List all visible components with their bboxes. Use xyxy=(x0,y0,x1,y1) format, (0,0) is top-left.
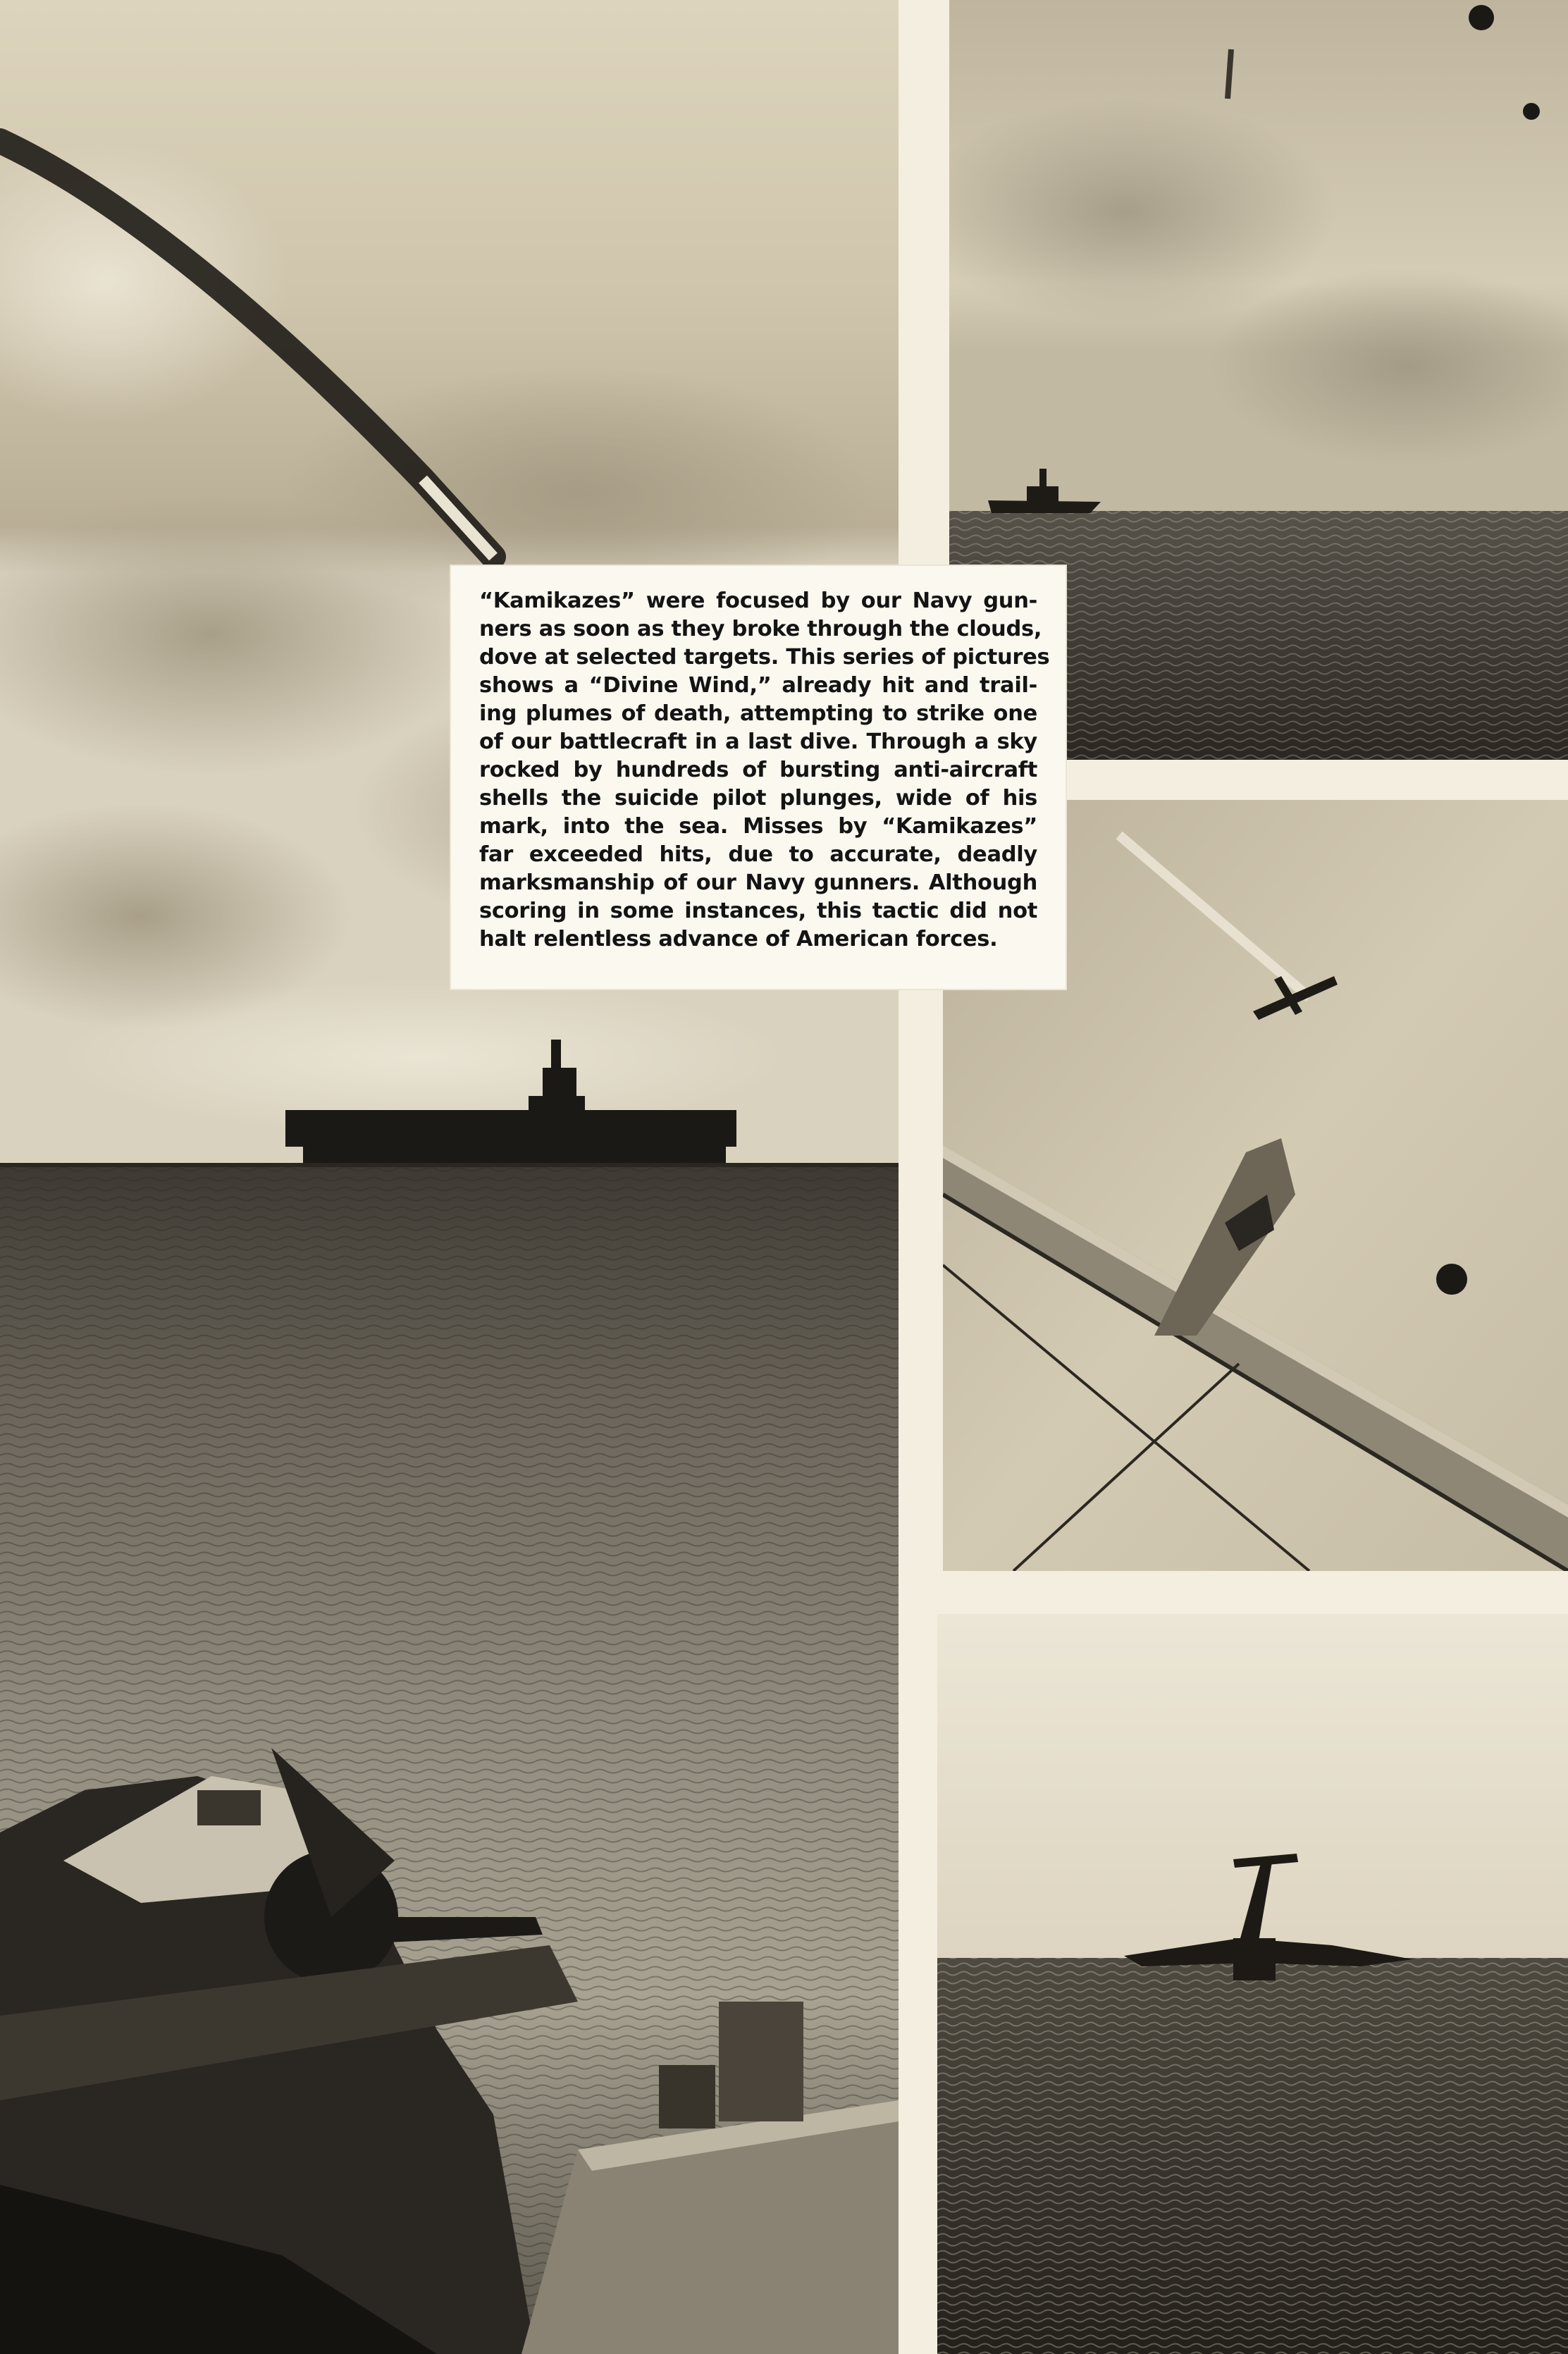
photo-plane-crashing-sea-image xyxy=(937,1614,1568,2354)
caption-text xyxy=(479,587,1050,954)
caption-line: far exceeded hits, due to accurate, deadly xyxy=(479,842,1037,867)
caption-line: marksmanship of our Navy gunners. Although xyxy=(479,870,1037,895)
caption-line: ing plumes of death, attempting to strike one xyxy=(479,701,1037,726)
caption-line: ners as soon as they broke through the clouds, xyxy=(479,617,1042,641)
caption-line: mark, into the sea. Misses by “Kamikazes” xyxy=(479,814,1037,839)
photo-plane-crashing-sea xyxy=(937,1614,1568,2354)
caption-line: dove at selected targets. This series of pictures xyxy=(479,645,1050,670)
caption-line: shows a “Divine Wind,” already hit and trail- xyxy=(479,673,1037,698)
caption-box xyxy=(451,566,1066,989)
caption-line: halt relentless advance of American forces. xyxy=(479,927,998,951)
caption-line: shells the suicide pilot plunges, wide of his xyxy=(479,786,1037,811)
caption-line: rocked by hundreds of bursting anti-aircraft xyxy=(479,758,1037,782)
caption-line: of our battlecraft in a last dive. Through a sky xyxy=(479,729,1037,754)
caption-line: “Kamikazes” were focused by our Navy gun- xyxy=(479,588,1037,613)
caption-line: scoring in some instances, this tactic did not xyxy=(479,899,1037,923)
